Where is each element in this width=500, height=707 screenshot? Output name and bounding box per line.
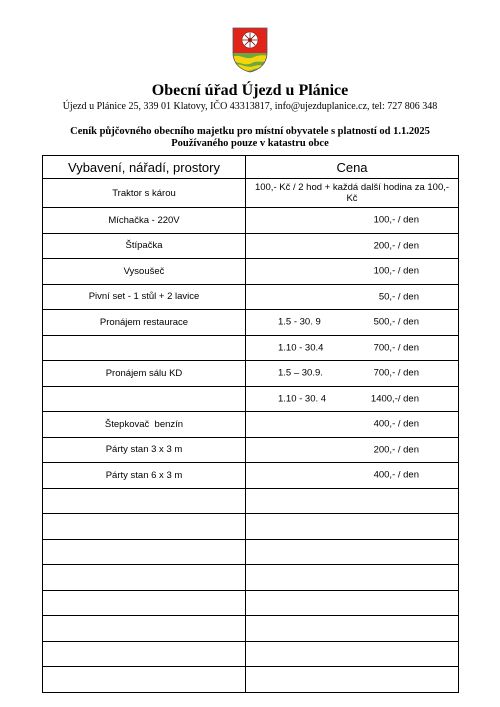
price-amount: 200,- / den [373,444,419,456]
table-header-row [43,156,459,179]
item-name: Vysoušeč [43,259,246,285]
table-row-empty [43,667,459,693]
subtitle-line-1: Ceník půjčovného obecního majetku pro místní obyvatele s platností od 1.1.2025 [70,126,430,137]
table-row [43,310,459,336]
table-row [43,335,459,361]
table-row [43,386,459,412]
item-name: Míchačka - 220V [43,208,246,234]
price-amount: 1400,-/ den [370,393,419,405]
price-cell [246,488,459,514]
price-cell [246,539,459,565]
price-text: 100,- Kč / 2 hod + každá další hodina za 100,- Kč [254,182,450,204]
price-cell [246,233,459,259]
table-row [43,284,459,310]
item-name: Pivní set - 1 stůl + 2 lavice [43,284,246,310]
item-name: Párty stan 6 x 3 m [43,463,246,489]
price-cell [246,284,459,310]
item-name [43,565,246,591]
item-name: Štepkovač benzín [43,412,246,438]
season-range: 1.10 - 30.4 [278,342,324,354]
table-row-empty [43,488,459,514]
table-row-empty [43,539,459,565]
price-cell [246,565,459,591]
table-row-empty [43,616,459,642]
table-row [43,233,459,259]
season-range: 1.5 – 30.9. [278,367,323,379]
office-address: Újezd u Plánice 25, 339 01 Klatovy, IČO 43313817, info@ujezduplanice.cz, tel: 727 806 348 [62,101,438,112]
season-range: 1.10 - 30. 4 [278,393,327,405]
item-name [43,514,246,540]
item-name [43,386,246,412]
price-cell [246,310,459,336]
column-header-equipment: Vybavení, nářadí, prostory [43,156,246,179]
table-row-empty [43,565,459,591]
item-name: Traktor s károu [43,179,246,208]
season-range: 1.5 - 30. 9 [278,316,321,328]
item-name: Štípačka [43,233,246,259]
municipal-coat-of-arms-icon [232,27,268,73]
subtitle-line-2: Používaného pouze v katastru obce [171,138,329,149]
price-cell [246,437,459,463]
item-name: Pronájem restaurace [43,310,246,336]
price-cell [246,590,459,616]
item-name [43,590,246,616]
column-header-price: Cena [246,156,459,179]
table-row [43,259,459,285]
price-amount: 700,- / den [373,367,419,379]
item-name [43,488,246,514]
price-amount: 500,- / den [373,316,419,328]
table-row [43,463,459,489]
price-cell [246,208,459,234]
table-row-empty [43,641,459,667]
item-name [43,539,246,565]
item-name [43,616,246,642]
price-amount: 200,- / den [373,240,419,252]
price-amount: 100,- / den [373,265,419,277]
price-cell [246,616,459,642]
price-cell [246,335,459,361]
item-name [43,667,246,693]
office-title: Obecní úřad Újezd u Plánice [151,82,349,99]
table-row [43,208,459,234]
price-cell [246,514,459,540]
table-row-empty [43,514,459,540]
table-row [43,437,459,463]
price-list-subtitle [0,126,500,150]
price-amount: 400,- / den [373,418,419,430]
price-cell [246,641,459,667]
price-cell [246,412,459,438]
item-name: Párty stan 3 x 3 m [43,437,246,463]
item-name [43,641,246,667]
item-name: Pronájem sálu KD [43,361,246,387]
table-row [43,361,459,387]
price-cell [246,667,459,693]
table-row [43,412,459,438]
table-row [43,179,459,208]
price-table [42,155,459,693]
price-cell [246,386,459,412]
price-cell [246,259,459,285]
price-cell [246,463,459,489]
price-amount: 700,- / den [373,342,419,354]
price-amount: 50,- / den [378,291,419,303]
item-name [43,335,246,361]
price-cell [246,361,459,387]
price-amount: 400,- / den [373,469,419,481]
table-row-empty [43,590,459,616]
price-cell [246,179,459,208]
price-amount: 100,- / den [373,214,419,226]
